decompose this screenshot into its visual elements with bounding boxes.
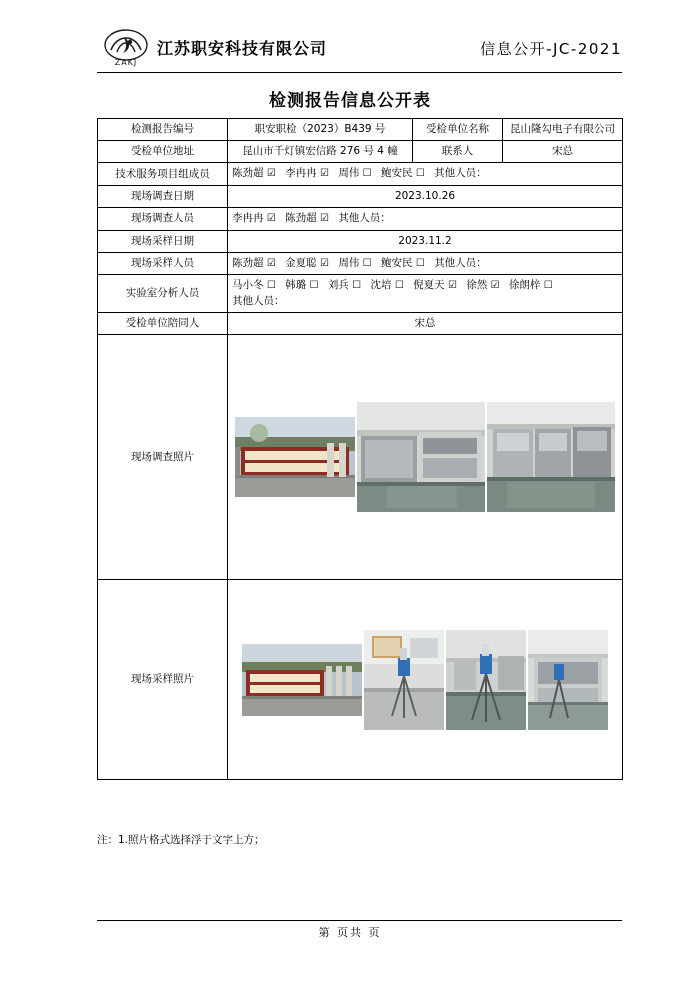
table-row xyxy=(98,230,623,252)
checkbox-icon: ☐ xyxy=(309,280,319,292)
survey-date-label: 现场调查日期 xyxy=(98,185,228,207)
checkbox-icon: ☑ xyxy=(320,257,329,269)
checkbox-icon: ☐ xyxy=(415,257,425,269)
factory-gate-photo xyxy=(235,417,355,497)
company-logo-icon xyxy=(97,28,155,68)
footnote: 注：1.照片格式选择浮于文字上方； xyxy=(97,834,265,846)
team-others-label: 其他人员： xyxy=(434,167,487,180)
page-title: 检测报告信息公开表 xyxy=(269,91,431,111)
sampler: 金夏聪 ☑ xyxy=(285,256,329,269)
lab-member: 倪夏天 ☑ xyxy=(413,279,457,292)
production-line-photo xyxy=(487,402,615,512)
team-label: 技术服务项目组成员 xyxy=(98,163,228,186)
checkbox-icon: ☐ xyxy=(394,280,404,292)
footer-divider xyxy=(97,920,622,921)
lab-label: 实验室分析人员 xyxy=(98,275,228,313)
sampler: 陈劲超 ☑ xyxy=(232,256,276,269)
checkbox-icon: ☑ xyxy=(447,280,457,292)
table-row xyxy=(98,163,623,186)
team-member: 周伟 ☐ xyxy=(338,167,372,180)
table-row xyxy=(98,185,623,207)
checkbox-icon: ☑ xyxy=(490,280,500,292)
survey-photos-label: 现场调查照片 xyxy=(98,335,228,580)
surveyor: 陈劲超 ☑ xyxy=(285,212,329,225)
lab-others-label: 其他人员： xyxy=(232,294,285,307)
document-header xyxy=(97,28,622,72)
surveyor: 李冉冉 ☑ xyxy=(232,212,276,225)
checkbox-icon: ☑ xyxy=(320,213,329,225)
header-divider xyxy=(97,72,622,73)
team-member: 陈劲超 ☑ xyxy=(232,167,276,180)
table-row xyxy=(98,313,623,335)
escort-value: 宋总 xyxy=(228,313,623,335)
document-sheet xyxy=(62,0,638,985)
checkbox-icon: ☐ xyxy=(543,280,553,292)
checkbox-icon: ☐ xyxy=(266,280,276,292)
gate-sampling-photo xyxy=(242,644,362,716)
document-code: 信息公开-JC-2021 xyxy=(480,40,622,58)
samplers-label: 现场采样人员 xyxy=(98,252,228,275)
samplers-others-label: 其他人员： xyxy=(434,256,487,269)
sampling-date-value: 2023.11.2 xyxy=(228,230,623,252)
checkbox-icon: ☐ xyxy=(415,168,425,180)
svg-text:ZAKJ: ZAKJ xyxy=(114,58,138,67)
table-row xyxy=(98,252,623,275)
lab-member: 韩璐 ☐ xyxy=(285,279,319,292)
sampler: 鲍安民 ☐ xyxy=(380,256,425,269)
address-label: 受检单位地址 xyxy=(98,141,228,163)
samplers-cell xyxy=(228,252,623,275)
sampler: 周伟 ☐ xyxy=(338,256,372,269)
company-name: 江苏职安科技有限公司 xyxy=(157,39,328,58)
client-label: 受检单位名称 xyxy=(413,119,503,141)
sampling-date-label: 现场采样日期 xyxy=(98,230,228,252)
address-value: 昆山市千灯镇宏信路 276 号 4 幢 xyxy=(228,141,413,163)
tripod-sampler-photo xyxy=(446,630,526,730)
escort-label: 受检单位陪同人 xyxy=(98,313,228,335)
checkbox-icon: ☑ xyxy=(266,257,276,269)
survey-date-value: 2023.10.26 xyxy=(228,185,623,207)
survey-photos-cell xyxy=(228,335,623,580)
checkbox-icon: ☐ xyxy=(362,257,372,269)
surveyors-others-label: 其他人员： xyxy=(338,212,391,225)
team-member: 鲍安民 ☐ xyxy=(380,167,425,180)
surveyors-cell xyxy=(228,208,623,231)
lab-members-cell xyxy=(228,275,623,313)
lab-member: 刘兵 ☐ xyxy=(327,279,362,292)
checkbox-icon: ☑ xyxy=(266,168,276,180)
table-row xyxy=(98,275,623,313)
surveyors-label: 现场调查人员 xyxy=(98,208,228,231)
lab-member: 徐朗梓 ☐ xyxy=(508,279,553,292)
report-info-table xyxy=(97,118,623,780)
checkbox-icon: ☑ xyxy=(266,213,276,225)
indoor-sampler-photo xyxy=(364,630,444,730)
checkbox-icon: ☐ xyxy=(352,280,362,292)
sampling-photos-label: 现场采样照片 xyxy=(98,580,228,780)
sampling-photos-cell xyxy=(228,580,623,780)
table-row xyxy=(98,580,623,780)
table-row xyxy=(98,335,623,580)
report-no-label: 检测报告编号 xyxy=(98,119,228,141)
team-member: 李冉冉 ☑ xyxy=(285,167,329,180)
checkbox-icon: ☑ xyxy=(320,168,329,180)
contact-label: 联系人 xyxy=(413,141,503,163)
contact-value: 宋总 xyxy=(503,141,623,163)
table-row xyxy=(98,141,623,163)
sampling-photos-group xyxy=(232,630,618,730)
report-no-value: 职安职检（2023）B439 号 xyxy=(228,119,413,141)
lab-member: 沈培 ☐ xyxy=(370,279,404,292)
lab-member: 马小冬 ☐ xyxy=(232,279,276,292)
table-row xyxy=(98,119,623,141)
workshop-equipment-photo xyxy=(357,402,485,512)
survey-photos-group xyxy=(232,402,618,512)
client-value: 昆山隆勾电子有限公司 xyxy=(503,119,623,141)
page-number: 第 页共 页 xyxy=(318,926,382,939)
team-members-cell xyxy=(228,163,623,186)
table-row xyxy=(98,208,623,231)
equipment-sampling-photo xyxy=(528,630,608,730)
lab-member: 徐然 ☑ xyxy=(466,279,500,292)
checkbox-icon: ☐ xyxy=(362,168,372,180)
